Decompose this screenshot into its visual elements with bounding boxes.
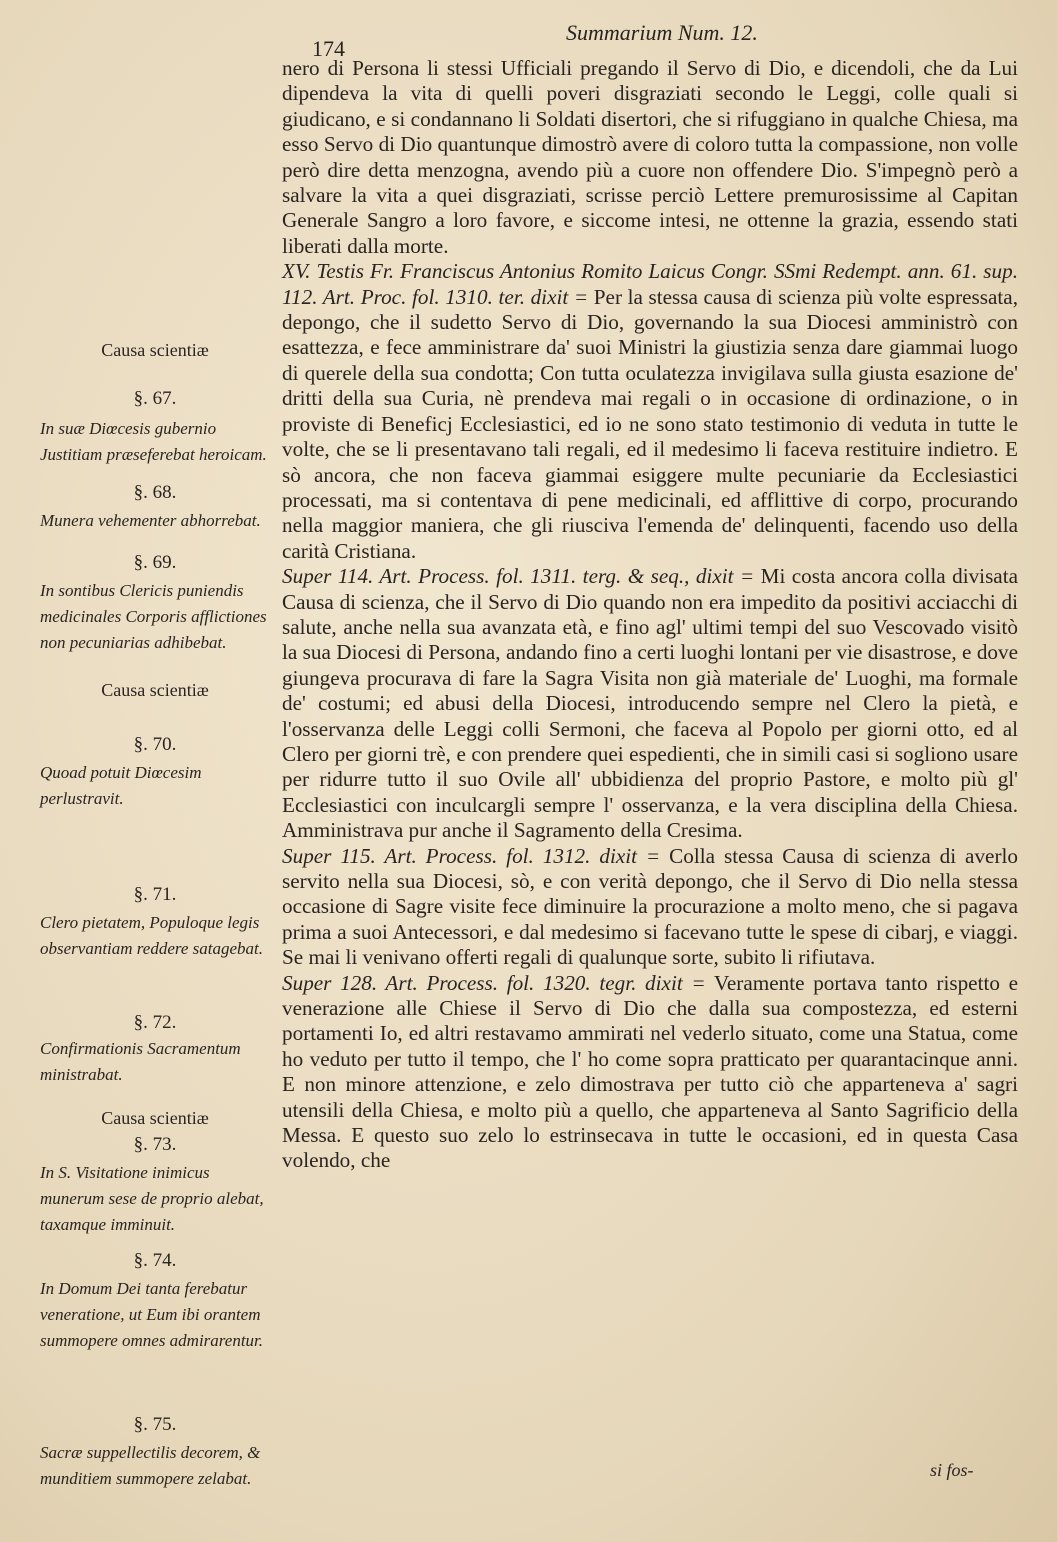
margin-note: Sacræ suppellectilis decorem, & munditiem summopere zelabat. [40,1443,261,1488]
page-number: 174 [312,36,345,61]
margin-section: §. 73. [133,1134,177,1155]
paragraph: Colla stessa Causa di scienza di averlo servito nella sua Diocesi, sò, e con verità depongo, che il Servo di Dio nella stessa occasione di Sagre visite fece diminuire la procurazione a molto meno, che si pagava prima a suoi Antecessori, e dal medesimo si facevano tutte le spese di cibarj, e viaggi. Se mai li venivano offerti regali di qualunque sorte, subito li rifiutava. [282,843,1018,970]
testimony-reference: XV. Testis Fr. Franciscus Antonius Romito Laicus Congr. SSmi Redempt. ann. 61. sup. 112. Art. Proc. fol. 1310. ter. dixit = [282,259,1018,309]
paragraph: Per la stessa causa di scienza più volte espressata, depongo, che il sudetto Servo di Dio, governando la sua Diocesi amministrò con esattezza, e fece amministrare da' suoi Ministri la giustizia senza dare giammai luogo di querele della sua condotta; Con tutta oculatezza invigilava sulla giusta esazione de' dritti della sua Curia, nè prendeva mai regali o in occasione di ordinazione, o in proviste di Beneficj Ecclesiastici, ed io ne sono stato testimonio di veduta in tutte le volte, che se li presentavano tali regali, ed il medesimo li faceva restituire indietro. E sò ancora, che non faceva giammai esiggere multe pecuniarie da Ecclesiastici processati, ma si contentava di pene medicinali, ed afflittive di corpo, procurando nella maggior maniera, che gli riuscivа l'emenda de' delinquenti, facendo uso della carità Cristiana. [282,284,1019,563]
margin-causa: Causa scientiæ [101,340,209,360]
catchword: si fos- [930,1460,974,1480]
testimony-reference: Super 115. Art. Process. fol. 1312. dixit = [282,843,661,868]
margin-note: In S. Visitatione inimicus munerum sese de proprio alebat, taxamque imminuit. [40,1163,264,1234]
testimony-reference: Super 128. Art. Process. fol. 1320. tegr. dixit = [282,970,706,995]
margin-note: In Domum Dei tanta ferebatur veneratione, ut Eum ibi orantem summopere omnes admirarentur. [40,1279,264,1350]
margin-section: §. 75. [133,1414,177,1435]
main-text [282,56,1018,1174]
paragraph: nero di Persona li stessi Ufficiali pregando il Servo di Dio, e dicendoli, che da Lui dipendeva la vita di quelli poveri disgraziati secondo le Leggi, colle quali si giudicano, e si condannano li Soldati disertori, che si rifuggiano in qualche Chiesa, ma esso Servo di Dio quantunque dimostrò avere di coloro tutta la compassione, non volle però dire detta menzogna, avendo più a cuore non offendere Dio. S'impegnò però a salvare la vita a quei disgraziati, scrisse perciò Lettere premurosissime al Capitan Generale Sangro a loro favore, e siccome intesi, ne ottenne la grazia, essendo stati liberati dalla morte. [282,56,1018,258]
margin-section: §. 68. [133,482,177,503]
margin-note: Confirmationis Sacramentum ministrabat. [40,1039,241,1084]
margin-section: §. 74. [133,1250,177,1271]
margin-note: Munera vehementer abhorrebat. [40,511,261,530]
paragraph: Veramente portava tanto rispetto e venerazione alle Chiese il Servo di Dio che dalla sua compostezza, ed esterni portamenti Io, ed altri restavamo ammirati nel vederlo situato, come una Statua, come ho veduto per tutto il tempo, che l' ho come sopra pratticato per quarantacinque anni. E non minore attenzione, e zelo dimostrava per tutto ciò che apparteneva a' sagri utensili della Chiesa, e molto più a quello, che apparteneva al Santo Sagrificio della Messa. E questo suo zelo lo estrinsecava in tutte le occasioni, ed in questa Casa volendo, che [282,970,1018,1173]
margin-section: §. 70. [133,734,177,755]
margin-section: §. 69. [133,552,177,573]
margin-note: In suæ Diœcesis gubernio Justitiam præseferebat heroicam. [40,419,267,464]
testimony-reference: Super 114. Art. Process. fol. 1311. terg. & seq., dixit = [282,564,755,589]
margin-causa: Causa scientiæ [101,1108,209,1128]
margin-section: §. 72. [133,1012,177,1033]
running-title: Summarium Num. 12. [566,20,758,45]
paragraph: Mi costa ancora colla divisata Causa di scienza, che il Servo di Dio quando non era impedito da positivi acciacchi di salute, anche nella sua avanzata età, e fino agl' ultimi tempi del suo Vescovado visitò la sua Diocesi di Persona, andando fino a certi luoghi lontani per vie disastrose, e dove giungeva procurava di fare la Sagra Visita non già materiale de' Luoghi, ma formale de' costumi; ed abusi della Diocesi, introducendo sempre nel Clero la pietà, e l'osservanza delle Leggi colli Sermoni, che faceva al Popolo per giorni otto, ed al Clero per giorni trè, e con prendere quei espedienti, che in simili casi si sogliono usare per ridurre tutto il suo Ovile all' ubbidienza del proprio Pastore, e molto più gl' Ecclesiastici con inculcargli sempre l' osservanza, e la vera disciplina della Chiesa. Amministrava pur anche il Sagramento della Cresima. [282,564,1019,843]
margin-note: Clero pietatem, Populoque legis observantiam reddere satagebat. [40,913,264,958]
margin-causa: Causa scientiæ [101,680,209,700]
margin-section: §. 71. [133,884,177,905]
margin-note: Quoad potuit Diœcesim perlustravit. [40,763,202,808]
margin-section: §. 67. [133,388,177,409]
margin-note: In sontibus Clericis puniendis medicinales Corporis afflictiones non pecuniarias adhibebat. [40,581,267,652]
